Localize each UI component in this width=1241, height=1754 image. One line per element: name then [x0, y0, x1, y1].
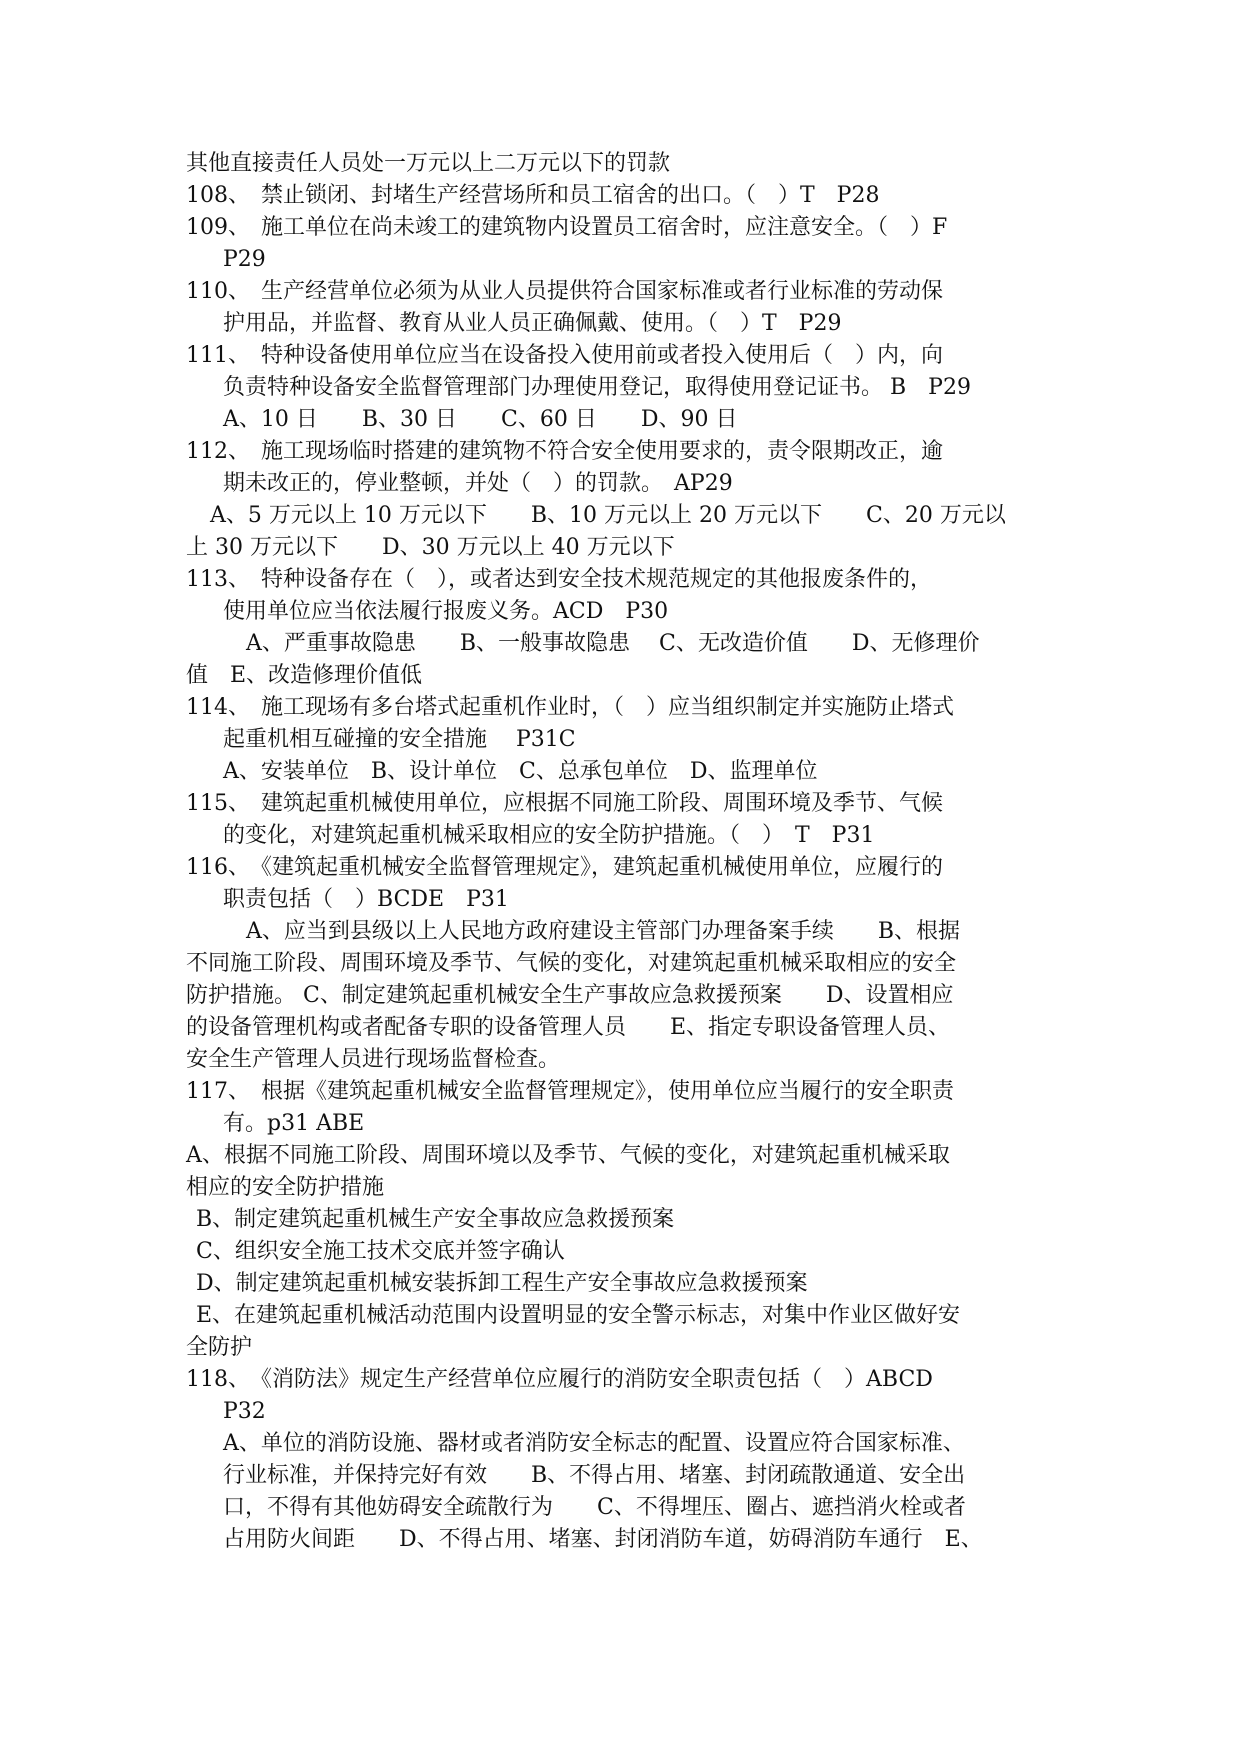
- text-line: 114、 施工现场有多台塔式起重机作业时，（ ）应当组织制定并实施防止塔式: [186, 695, 954, 720]
- text-line: A、10 日 B、30 日 C、60 日 D、90 日: [223, 407, 738, 432]
- text-line: 相应的安全防护措施: [186, 1175, 385, 1200]
- text-line: 期未改正的，停业整顿，并处（ ）的罚款。 AP29: [223, 471, 733, 496]
- text-line: 安全生产管理人员进行现场监督检查。: [186, 1047, 561, 1072]
- text-line: 负责特种设备安全监督管理部门办理使用登记，取得使用登记证书。 B P29: [223, 375, 971, 400]
- text-line: A、根据不同施工阶段、周围环境以及季节、气候的变化，对建筑起重机械采取: [186, 1143, 950, 1168]
- text-line: 113、 特种设备存在（ ），或者达到安全技术规范规定的其他报废条件的，: [186, 567, 932, 592]
- text-line: 口，不得有其他妨碍安全疏散行为 C、不得埋压、圈占、遮挡消火栓或者: [223, 1495, 966, 1520]
- text-line: 109、 施工单位在尚未竣工的建筑物内设置员工宿舍时，应注意安全。（ ）F: [186, 215, 948, 240]
- text-line: 不同施工阶段、周围环境及季节、气候的变化，对建筑起重机械采取相应的安全: [186, 951, 957, 976]
- text-line: 112、 施工现场临时搭建的建筑物不符合安全使用要求的，责令限期改正，逾: [186, 439, 943, 464]
- text-line: A、严重事故隐患 B、一般事故隐患 C、无改造价值 D、无修理价: [246, 631, 980, 656]
- text-line: 全防护: [186, 1335, 253, 1360]
- text-line: D、制定建筑起重机械安装拆卸工程生产安全事故应急救援预案: [196, 1271, 808, 1296]
- text-line: C、组织安全施工技术交底并签字确认: [196, 1239, 565, 1264]
- text-line: 110、 生产经营单位必须为从业人员提供符合国家标准或者行业标准的劳动保: [186, 279, 943, 304]
- text-line: 116、 《建筑起重机械安全监督管理规定》，建筑起重机械使用单位，应履行的: [186, 855, 943, 880]
- text-line: 使用单位应当依法履行报废义务。ACD P30: [223, 599, 669, 624]
- text-line: 118、 《消防法》规定生产经营单位应履行的消防安全职责包括（ ）ABCD: [186, 1367, 933, 1392]
- text-line: 117、 根据《建筑起重机械安全监督管理规定》，使用单位应当履行的安全职责: [186, 1079, 954, 1104]
- text-line: 防护措施。 C、制定建筑起重机械安全生产事故应急救援预案 D、设置相应: [186, 983, 954, 1008]
- text-line: 的设备管理机构或者配备专职的设备管理人员 E、指定专职设备管理人员、: [186, 1015, 951, 1040]
- text-line: B、制定建筑起重机械生产安全事故应急救援预案: [196, 1207, 675, 1232]
- text-line: 职责包括（ ）BCDE P31: [223, 887, 509, 912]
- text-line: 115、 建筑起重机械使用单位，应根据不同施工阶段、周围环境及季节、气候: [186, 791, 943, 816]
- text-line: 起重机相互碰撞的安全措施 P31C: [223, 727, 576, 752]
- text-line: 护用品，并监督、教育从业人员正确佩戴、使用。（ ）T P29: [223, 311, 842, 336]
- text-line: A、安装单位 B、设计单位 C、总承包单位 D、监理单位: [223, 759, 818, 784]
- text-line: E、在建筑起重机械活动范围内设置明显的安全警示标志，对集中作业区做好安: [196, 1303, 961, 1328]
- text-line: 111、 特种设备使用单位应当在设备投入使用前或者投入使用后（ ）内，向: [186, 343, 943, 368]
- text-line: 上 30 万元以下 D、30 万元以上 40 万元以下: [186, 535, 675, 560]
- text-line: 占用防火间距 D、不得占用、堵塞、封闭消防车道，妨碍消防车通行 E、: [223, 1527, 983, 1552]
- text-line: A、应当到县级以上人民地方政府建设主管部门办理备案手续 B、根据: [246, 919, 961, 944]
- text-line: P29: [223, 247, 266, 272]
- text-line: A、单位的消防设施、器材或者消防安全标志的配置、设置应符合国家标准、: [223, 1431, 965, 1456]
- text-line: A、5 万元以上 10 万元以下 B、10 万元以上 20 万元以下 C、20 万元以: [210, 503, 1006, 528]
- text-line: 的变化，对建筑起重机械采取相应的安全防护措施。（ ） T P31: [223, 823, 875, 848]
- text-line: 108、 禁止锁闭、封堵生产经营场所和员工宿舍的出口。（ ）T P28: [186, 183, 880, 208]
- text-line: P32: [223, 1399, 266, 1424]
- text-line: 值 E、改造修理价值低: [186, 663, 423, 688]
- text-line: 行业标准，并保持完好有效 B、不得占用、堵塞、封闭疏散通道、安全出: [223, 1463, 966, 1488]
- text-line: 有。p31 ABE: [223, 1111, 365, 1136]
- text-line: 其他直接责任人员处一万元以上二万元以下的罚款: [186, 151, 671, 176]
